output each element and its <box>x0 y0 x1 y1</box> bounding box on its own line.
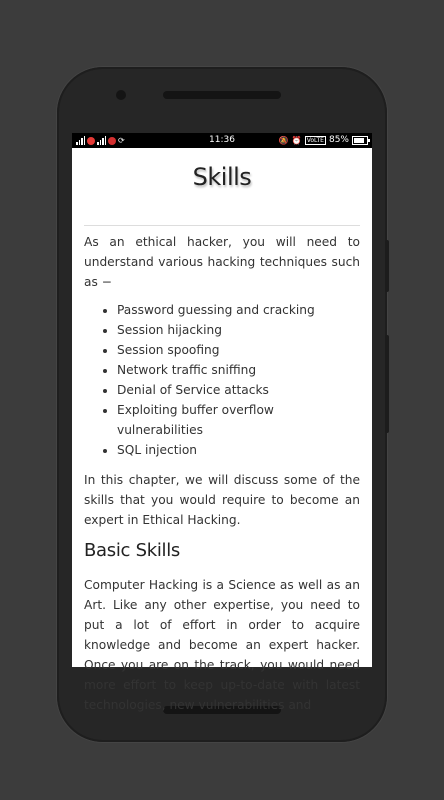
section-heading: Basic Skills <box>84 540 181 561</box>
battery-icon <box>352 136 368 145</box>
intro-paragraph: As an ethical hacker, you will need to understand various hacking techniques such as − <box>84 235 360 289</box>
status-time: 11:36 <box>209 135 235 145</box>
status-bar <box>72 133 372 148</box>
list-item: • SQL injection <box>117 440 360 460</box>
sync-icon: ⟳ <box>118 136 125 145</box>
page-title: Skills <box>192 163 252 191</box>
battery-fill <box>354 138 364 143</box>
volte-icon: VoLTE <box>306 137 324 144</box>
list-item: • Network traffic sniffing <box>117 360 360 380</box>
article-content[interactable] <box>72 163 372 715</box>
list-item: • Password guessing and cracking <box>117 300 360 320</box>
chapter-paragraph: In this chapter, we will discuss some of the skills that you would require to become an expert in Ethical Hacking. <box>84 473 360 527</box>
bell-mute-icon: 🔕 <box>278 136 289 145</box>
list-item: • Exploiting buffer overflow vulnerabilities <box>117 400 360 440</box>
alarm-icon: ⏰ <box>291 136 302 145</box>
power-button <box>385 335 389 433</box>
battery-percentage: 85% <box>328 135 349 145</box>
volume-button <box>385 240 389 292</box>
list-item: • Denial of Service attacks <box>117 380 360 400</box>
status-right-icons <box>279 133 368 148</box>
list-item: • Session spoofing <box>117 340 360 360</box>
skills-list <box>84 300 360 460</box>
basic-skills-paragraph: Computer Hacking is a Science as well as an Art. Like any other expertise, you need to put a lot of effort in order to acquire knowledge and become an expert hacker. Once you are on the track, you would need more effort to keep up-to-date with latest technologies, new vulnerabilities and <box>84 578 360 712</box>
front-camera <box>116 90 126 100</box>
list-item: • Session hijacking <box>117 320 360 340</box>
screen[interactable] <box>72 133 372 712</box>
title-divider <box>84 225 360 226</box>
earpiece-speaker <box>163 91 281 99</box>
